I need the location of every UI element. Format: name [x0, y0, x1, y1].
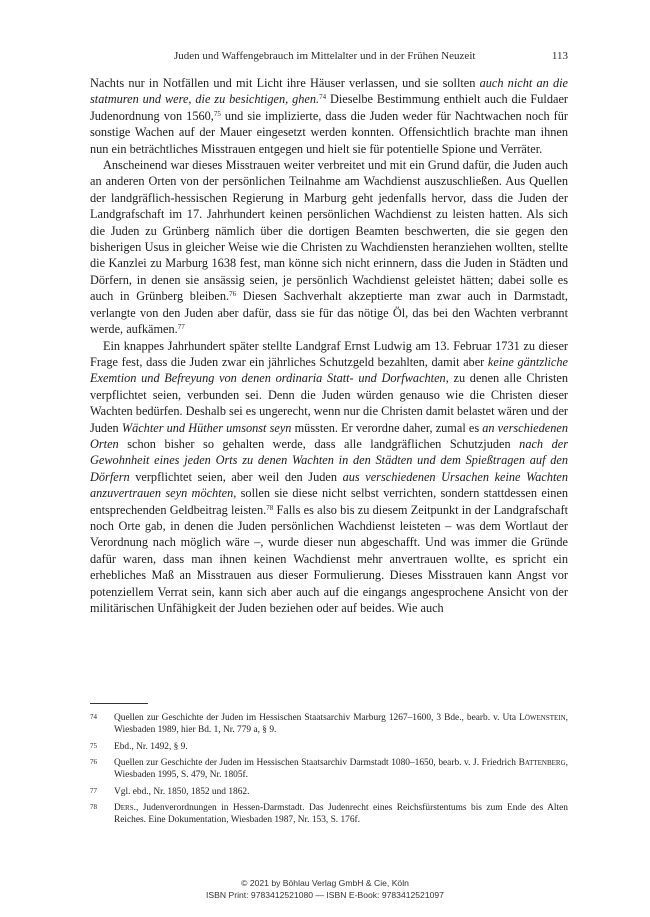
paragraph-2 — [90, 157, 568, 337]
footnote-78 — [90, 802, 568, 826]
paragraph-3 — [90, 338, 568, 617]
footnote-text: Vgl. ebd., Nr. 1850, 1852 und 1862. — [114, 786, 250, 797]
quotation: an verschiedenen Orten — [90, 420, 569, 451]
text-run: Diesen Sachverhalt akzeptierte man zwar auch in Darmstadt, verlangte von den Juden aber dafür, dass sie für das nötige Öl, das bei den Wachten verbrannt werde, aufkämen. — [90, 289, 568, 337]
footnote-ref: 77 — [177, 323, 185, 332]
imprint — [0, 878, 650, 901]
text-run: , sollen sie diese nicht selbst verrichten, sondern stattdessen einen entsprechenden Geldbeitrag leisten. — [90, 486, 568, 517]
footnotes — [90, 712, 568, 831]
footnote-ref: 76 — [229, 290, 237, 299]
text-run: Dieselbe Bestimmung enthielt auch die Fuldaer Judenordnung von 1560, — [90, 92, 568, 123]
text-run: Nachts nur in Notfällen und mit Licht ihre Häuser verlassen, und sie sollten — [90, 76, 480, 90]
footnote-text: Quellen zur Geschichte der Juden im Hessischen Staatsarchiv Marburg 1267–1600, 3 Bde., bearb. v. Uta — [114, 713, 520, 723]
footnote-number: 78 — [90, 803, 97, 812]
footnote-ref: 74 — [319, 93, 327, 102]
footnote-number: 77 — [90, 786, 97, 795]
footnote-ref: 78 — [266, 503, 274, 512]
footnote-text: Quellen zur Geschichte der Juden im Hessischen Staatsarchiv Darmstadt 1080–1650, bearb. v. J. Friedrich — [114, 758, 519, 769]
footnote-number: 74 — [90, 713, 97, 721]
text-run: schon bisher so gehalten werde, dass alle landgräflichen Schutzjuden — [118, 436, 520, 451]
copyright-line: © 2021 by Böhlau Verlag GmbH & Cie, Köln — [241, 878, 409, 888]
paragraph-1 — [90, 75, 568, 157]
text-run: Anscheinend war dieses Misstrauen weiter verbreitet und mit ein Grund dafür, die Juden auch an anderen Orten von der persönlichen Teilnahme am Wachdienst auszuschließen. Aus Quellen der landgräflich-hessischen Regierung in Marburg geht jedenfalls hervor, dass die Juden der Landgrafschaft im 17. Jahrhundert keinen persönlichen Wachdienst zu leisten hatten. Als sich die Juden zu Grünberg nämlich über die dortigen Beamten beschwerten, die sie gegen den bisherigen Usus in gleicher Weise wie die Christen zu Wachdiensten heranziehen wollten, stellte die Kanzlei zu Marburg 1638 fest, man könne sich nicht erinnern, dass die Juden in Städten und Dörfern, in denen sie ansässig seien, je persönlich Wachdienst geleistet hätten; dabei solle es auch in Grünberg bleiben. — [90, 158, 568, 304]
footnote-rule — [90, 703, 148, 704]
quotation: aus verschiedenen Ursachen keine Wachten anzuvertrauen seyn möchten — [90, 469, 569, 501]
main-text — [90, 75, 568, 616]
text-run: müssten. Er verordne daher, zumal es — [291, 420, 483, 435]
page-number: 113 — [551, 50, 568, 62]
footnote-text: , Wiesbaden 1989, hier Bd. 1, Nr. 779 a, § 9. — [114, 713, 568, 735]
footnote-number: 76 — [90, 758, 97, 767]
quotation: Wächter und Hüther umsonst seyn — [121, 420, 292, 435]
author-name: Battenberg — [518, 758, 566, 769]
text-run: , zu denen alle Christen verpflichtet seien, verbunden sei. Denn die Juden würden genauso wie die Christen dieser Wachten bedürfen. Deshalb sei es ungerecht, wenn nur die Christen damit belastet wären und der Juden — [90, 371, 569, 435]
footnote-text: Ebd., Nr. 1492, § 9. — [114, 741, 188, 752]
footnote-ref: 75 — [213, 109, 221, 118]
footnote-76 — [90, 757, 568, 781]
footnote-text: , Wiesbaden 1995, S. 479, Nr. 1805f. — [114, 758, 568, 781]
quotation: auch nicht an die statmuren und were, die zu besichtigen, ghen. — [90, 76, 568, 107]
author-name: Löwenstein — [519, 713, 566, 723]
footnote-text: , Judenverordnungen in Hessen-Darmstadt. Das Judenrecht eines Reichsfürstentums bis zum Ende des Alten Reiches. Eine Dokumentation, Wiesbaden 1987, Nr. 153, S. 176f. — [114, 803, 568, 826]
text-run: Ein knappes Jahrhundert später stellte Landgraf Ernst Ludwig am 13. Februar 1731 zu dieser Frage fest, dass die Juden zwar ein jährliches Schutzgeld bezahlten, damit aber — [90, 338, 568, 369]
footnote-75 — [90, 741, 568, 753]
text-run: verpflichtet seien, aber weil den Juden — [129, 469, 343, 484]
footnote-77 — [90, 786, 568, 798]
text-run: Falls es also bis zu diesem Zeitpunkt in der Landgrafschaft noch Orte gab, in denen die Juden persönlichen Wachdienst leisteten – was dem Wortlaut der Verordnung nach möglich wäre –, wurde dieser nun abgeschafft. Und was immer die Gründe dafür waren, dass man ihnen keinen Wachdienst mehr anvertrauen wollte, es spricht ein erhebliches Maß an Misstrauen aus dieser Formulierung. Dieses Misstrauen kann Angst vor potenziellem Verrat sein, kann sich aber auch auf die eingangs angesprochene Ansicht von der militärischen Unfähigkeit der Juden beziehen oder auf beides. Wie auch — [90, 502, 568, 615]
quotation: nach der Gewohnheit eines jeden Orts zu denen Wachten in den Städten und dem Spießtragen auf den Dörfern — [90, 436, 568, 484]
footnote-number: 75 — [90, 741, 97, 750]
author-name: Ders. — [114, 803, 136, 814]
running-title: Juden und Waffengebrauch im Mittelalter und in der Frühen Neuzeit — [174, 50, 476, 62]
isbn-line: ISBN Print: 9783412521080 — ISBN E-Book: 9783412521097 — [206, 889, 444, 900]
text-run: und sie implizierte, dass die Juden weder für Nachtwachen noch für sonstige Wachen auf der Mauer eingesetzt werden konnten. Offensichtlich brachte man ihnen nun ein beträchtliches Misstrauen entgegen und hielt sie für potentielle Spione und Verräter. — [90, 108, 568, 156]
footnote-74 — [90, 712, 568, 736]
quotation: keine gäntzliche Exemtion und Befreyung von denen ordinaria Statt- und Dorfwachten — [90, 354, 568, 386]
running-head — [90, 50, 568, 64]
